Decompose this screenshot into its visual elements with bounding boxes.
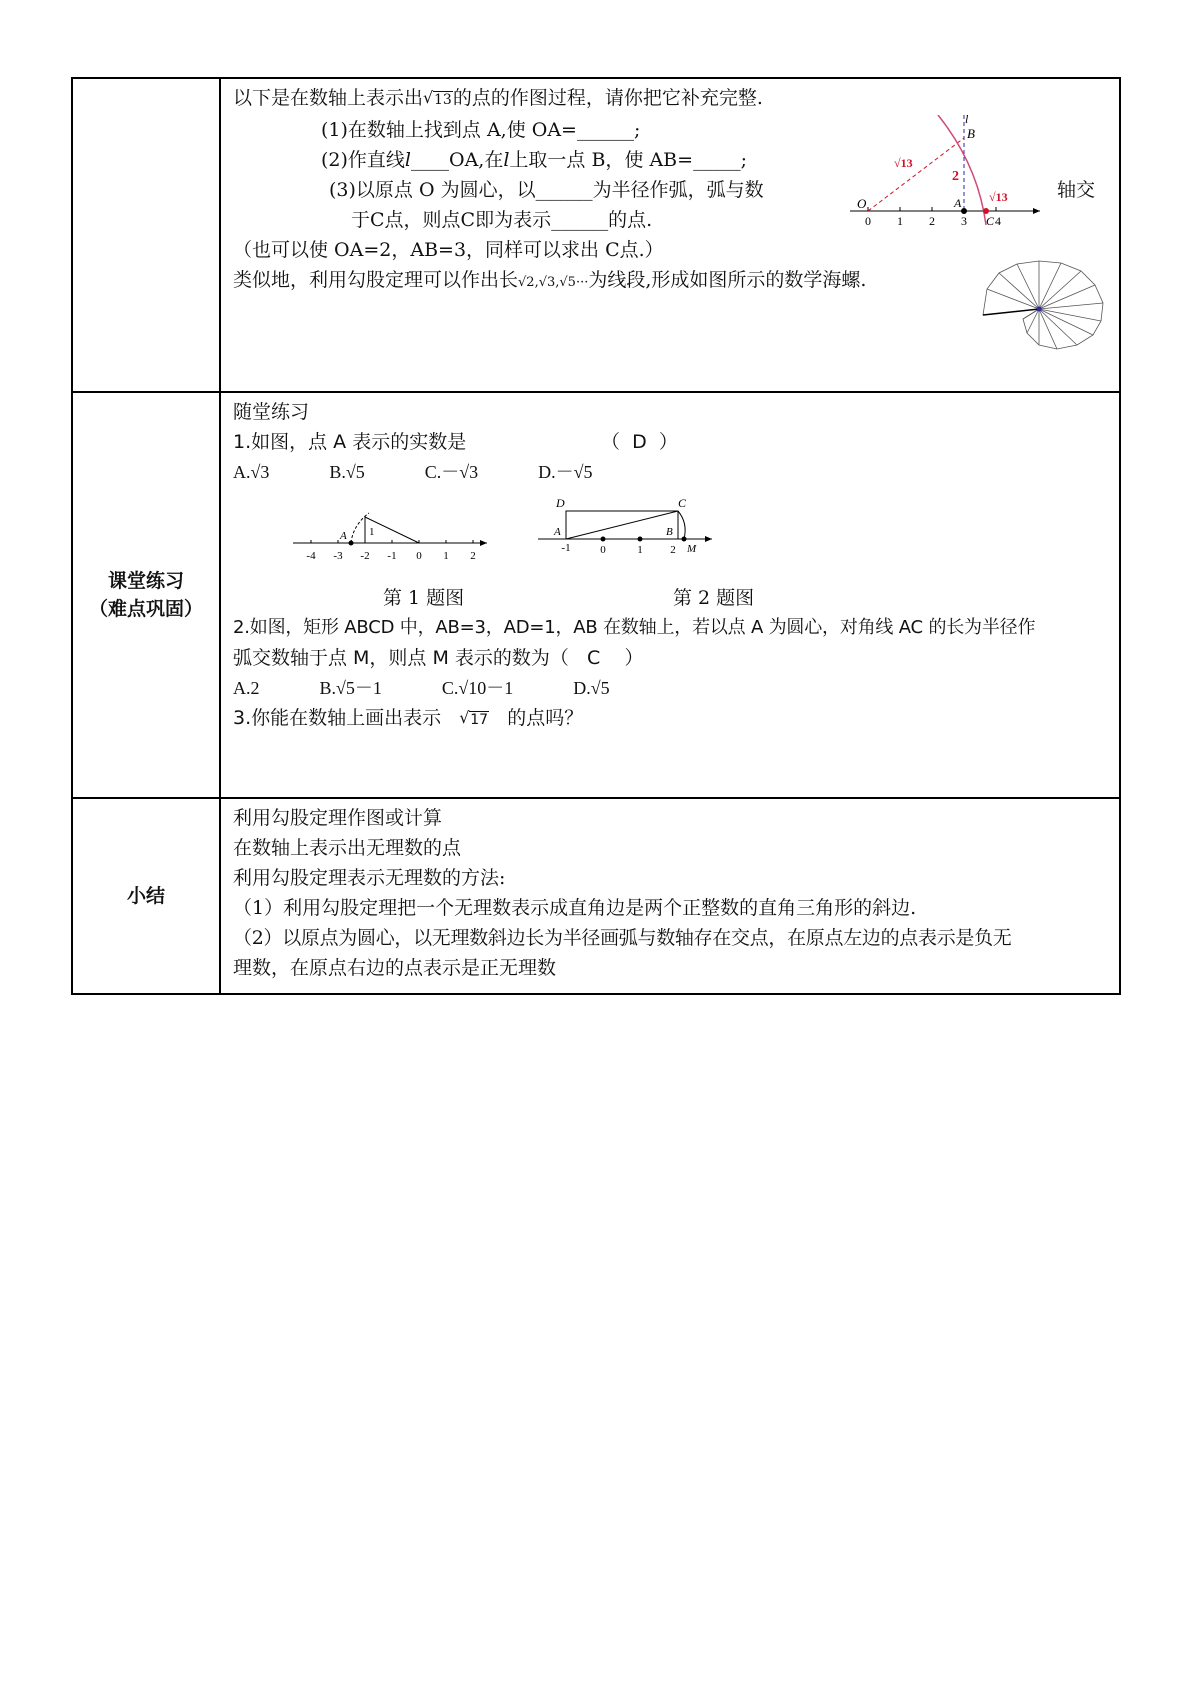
label-O: O <box>857 196 867 211</box>
spiral-line: 类似地，利用勾股定理可以作出长√2,√3,√5···为线段,形成如图所示的数学海螺. <box>233 269 867 291</box>
fig1-caption: 第 1 题图 <box>383 587 465 609</box>
row-construction <box>72 78 1120 392</box>
label-two: 2 <box>952 169 959 184</box>
fig1-tick-neg4: -4 <box>306 550 316 562</box>
fig1-tick-neg3: -3 <box>333 550 343 562</box>
row-summary <box>72 798 1120 994</box>
q2-choices <box>233 673 1109 703</box>
question-1: 1.如图，点 A 表示的实数是 （ D ） <box>233 431 678 453</box>
fig2-tick-0: 0 <box>600 544 606 556</box>
captions <box>233 583 1109 613</box>
step-1: (1)在数轴上找到点 A,使 OA=______; <box>321 119 641 141</box>
figure-1 <box>293 487 493 567</box>
summary-content <box>220 798 1120 994</box>
label-B: B <box>967 126 975 141</box>
fig2-tick-1: 1 <box>637 544 643 556</box>
fig2-label-D: D <box>556 496 565 510</box>
fig2-label-M: M <box>687 543 697 555</box>
fig1-label-1: 1 <box>369 526 375 538</box>
note-line: （也可以使 OA=2，AB=3，同样可以求出 C点.） <box>233 239 664 261</box>
sqrt13-construction-figure <box>846 115 1046 233</box>
fig1-tick-neg2: -2 <box>360 550 370 562</box>
q2-choice-d: D.√5 <box>573 678 610 698</box>
step-2: (2)作直线l____OA,在l上取一点 B，使 AB=_____; <box>321 149 747 171</box>
summary-line-3: 利用勾股定理表示无理数的方法: <box>233 867 506 889</box>
tick-4: 4 <box>995 214 1001 228</box>
q1-choice-a: A.√3 <box>233 462 270 482</box>
sqrt-17: √ 17 <box>459 705 489 735</box>
practice-title: 随堂练习 <box>233 401 310 423</box>
intro-line: 以下是在数轴上表示出√ 13的点的作图过程，请你把它补充完整. <box>233 83 1109 115</box>
q1-choices <box>233 457 1109 487</box>
question-3: 3.你能在数轴上画出表示 √ 17 的点吗？ <box>233 703 1109 735</box>
math-spiral-figure <box>977 259 1117 351</box>
fig1-label-A: A <box>340 530 347 542</box>
fig2-label-A: A <box>554 526 561 538</box>
step-3-tail: 轴交 <box>1057 179 1096 201</box>
sqrt-13: √ 13 <box>423 85 453 115</box>
construction-content <box>220 78 1120 392</box>
q1-answer: D <box>632 431 647 453</box>
practice-label: 课堂练习 （难点巩固） <box>72 392 220 798</box>
fig1-tick-neg1: -1 <box>387 550 397 562</box>
q2-choice-a: A.2 <box>233 678 260 698</box>
fig2-caption: 第 2 题图 <box>673 587 755 609</box>
fig2-label-B: B <box>666 526 673 538</box>
summary-line-6: 理数，在原点右边的点表示是正无理数 <box>233 957 557 979</box>
fig2-label-C: C <box>678 496 687 510</box>
q2-answer: C <box>587 647 601 669</box>
q2-choice-c: C.√10－1 <box>441 678 514 698</box>
label-sqrt13: √13 <box>894 156 913 170</box>
label-A: A <box>954 196 962 210</box>
question-2-line2: 弧交数轴于点 M，则点 M 表示的数为（ C ） <box>233 647 644 669</box>
fig1-tick-1: 1 <box>443 550 449 562</box>
question-2-line1: 2.如图，矩形 ABCD 中，AB=3，AD=1，AB 在数轴上，若以点 A 为圆心，对角线 AC 的长为半径作 <box>233 617 1036 638</box>
step-3: (3)以原点 O 为圆心，以______为半径作弧，弧与数 轴交 <box>233 175 1109 205</box>
summary-line-1: 利用勾股定理作图或计算 <box>233 807 443 829</box>
tick-2: 2 <box>929 214 935 228</box>
q1-choice-d: D.－√5 <box>538 462 593 482</box>
q1-choice-b: B.√5 <box>329 462 365 482</box>
fig1-tick-2: 2 <box>470 550 476 562</box>
row-practice <box>72 392 1120 798</box>
q1-choice-c: C.－√3 <box>424 462 479 482</box>
label-sqrt13-c: √13 <box>989 190 1008 204</box>
label-cell-empty <box>72 78 220 392</box>
summary-line-4: （1）利用勾股定理把一个无理数表示成直角边是两个正整数的直角三角形的斜边. <box>233 897 917 919</box>
label-l: l <box>965 115 969 126</box>
tick-1: 1 <box>897 214 903 228</box>
summary-line-2: 在数轴上表示出无理数的点 <box>233 837 462 859</box>
fig2-tick-2: 2 <box>670 544 676 556</box>
figures-row <box>233 487 1109 583</box>
summary-line-5: （2）以原点为圆心，以无理数斜边长为半径画弧与数轴存在交点，在原点左边的点表示是负无 <box>233 927 1012 949</box>
lesson-table <box>71 77 1121 995</box>
figure-2 <box>538 487 718 567</box>
step-3-cont: 于C点，则点C即为表示______的点. <box>351 209 653 231</box>
label-C: C <box>986 214 995 228</box>
tick-3: 3 <box>961 214 967 228</box>
practice-content <box>220 392 1120 798</box>
q2-choice-b: B.√5－1 <box>319 678 382 698</box>
tick-0: 0 <box>865 214 871 228</box>
fig1-tick-0: 0 <box>416 550 422 562</box>
summary-label: 小结 <box>72 798 220 994</box>
fig2-tick-neg1: -1 <box>561 542 571 554</box>
